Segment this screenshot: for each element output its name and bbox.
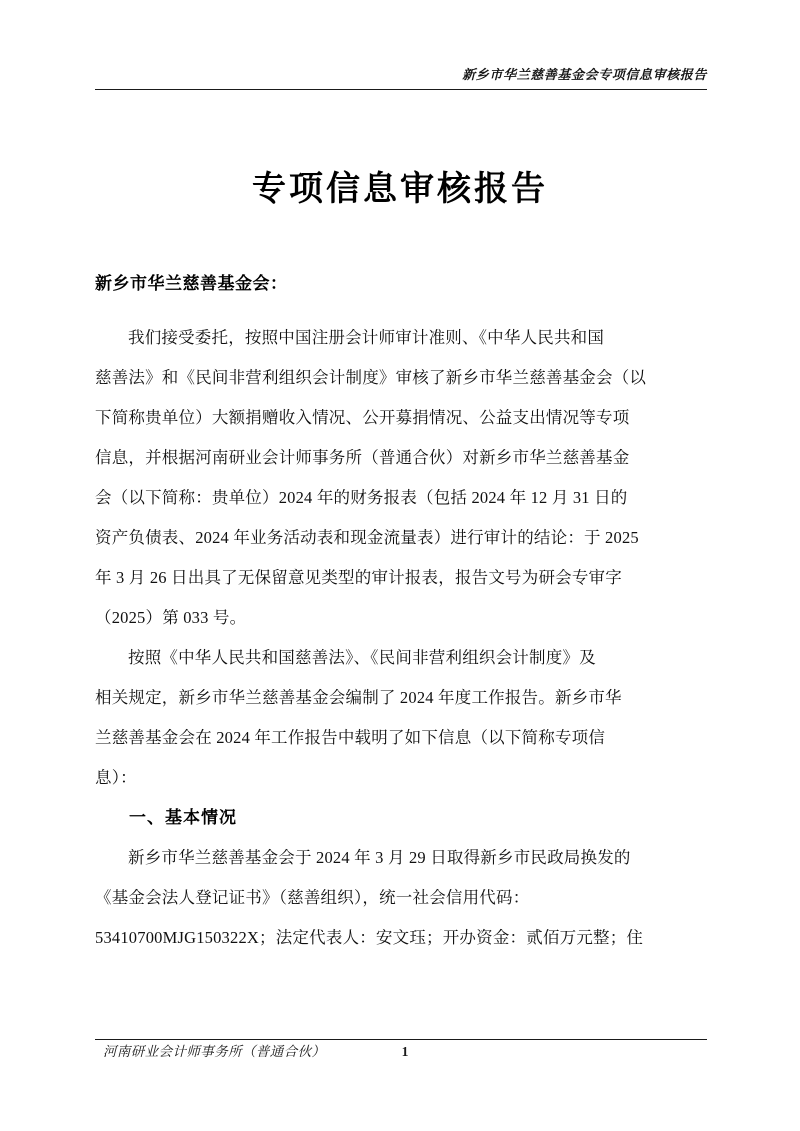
paragraph-line [95, 478, 709, 518]
paragraph-line-text: 会（以下简称：贵单位）2024 年的财务报表（包括 2024 年 12 月 31 日的 [95, 487, 628, 507]
paragraph-line-text: 信息，并根据河南研业会计师事务所（普通合伙）对新乡市华兰慈善基金 [95, 447, 630, 467]
paragraph-line [95, 838, 709, 878]
basis-paragraph [95, 638, 709, 798]
page-number: 1 [401, 1044, 409, 1059]
paragraph-line [95, 878, 709, 918]
paragraph-line [95, 598, 709, 638]
paragraph-line [95, 638, 709, 678]
footer-firm-name: 河南研业会计师事务所（普通合伙） [103, 1044, 326, 1059]
paragraph-line-text: 相关规定，新乡市华兰慈善基金会编制了 2024 年度工作报告。新乡市华 [95, 687, 622, 707]
paragraph-line-text: 53410700MJG150322X；法定代表人：安文珏；开办资金：贰佰万元整；住 [95, 927, 644, 947]
running-header-text: 新乡市华兰慈善基金会专项信息审核报告 [462, 67, 707, 82]
paragraph-line [95, 758, 709, 798]
document-body [95, 272, 709, 958]
paragraph-line-text: 《基金会法人登记证书》（慈善组织），统一社会信用代码： [95, 887, 530, 907]
paragraph-line [95, 518, 709, 558]
paragraph-line-text: 息）： [95, 767, 137, 787]
paragraph-line-text: 慈善法》和《民间非营利组织会计制度》审核了新乡市华兰慈善基金会（以 [95, 367, 647, 387]
paragraph-line-text: 下简称贵单位）大额捐赠收入情况、公开募捐情况、公益支出情况等专项 [95, 407, 630, 427]
addressee-line: 新乡市华兰慈善基金会： [95, 274, 288, 293]
paragraph-line [95, 438, 709, 478]
paragraph-line [95, 678, 709, 718]
paragraph-line [95, 718, 709, 758]
paragraph-line [95, 358, 709, 398]
paragraph-line-text: 我们接受委托，按照中国注册会计师审计准则、《中华人民共和国 [128, 327, 605, 347]
page-title: 专项信息审核报告 [252, 170, 548, 208]
engagement-paragraph [95, 318, 709, 638]
footer-rule [95, 1039, 707, 1040]
running-footer [95, 1042, 707, 1066]
paragraph-line [95, 398, 709, 438]
header-rule [95, 89, 707, 90]
paragraph-line [95, 318, 709, 358]
paragraph-line-text: 新乡市华兰慈善基金会于 2024 年 3 月 29 日取得新乡市民政局换发的 [128, 847, 631, 867]
paragraph-line-text: 兰慈善基金会在 2024 年工作报告中载明了如下信息（以下简称专项信 [95, 727, 606, 747]
paragraph-line-text: （2025）第 033 号。 [95, 607, 247, 627]
paragraph-line-text: 按照《中华人民共和国慈善法》、《民间非营利组织会计制度》及 [128, 647, 596, 667]
running-header [95, 66, 707, 84]
paragraph-line [95, 918, 709, 958]
section-one-body [95, 838, 709, 958]
paragraph-line [95, 558, 709, 598]
paragraph-line-text: 年 3 月 26 日出具了无保留意见类型的审计报表，报告文号为研会专审字 [95, 567, 622, 587]
paragraph-line-text: 资产负债表、2024 年业务活动表和现金流量表）进行审计的结论：于 2025 [95, 527, 639, 547]
section-heading-basic-info: 一、基本情况 [129, 807, 237, 827]
